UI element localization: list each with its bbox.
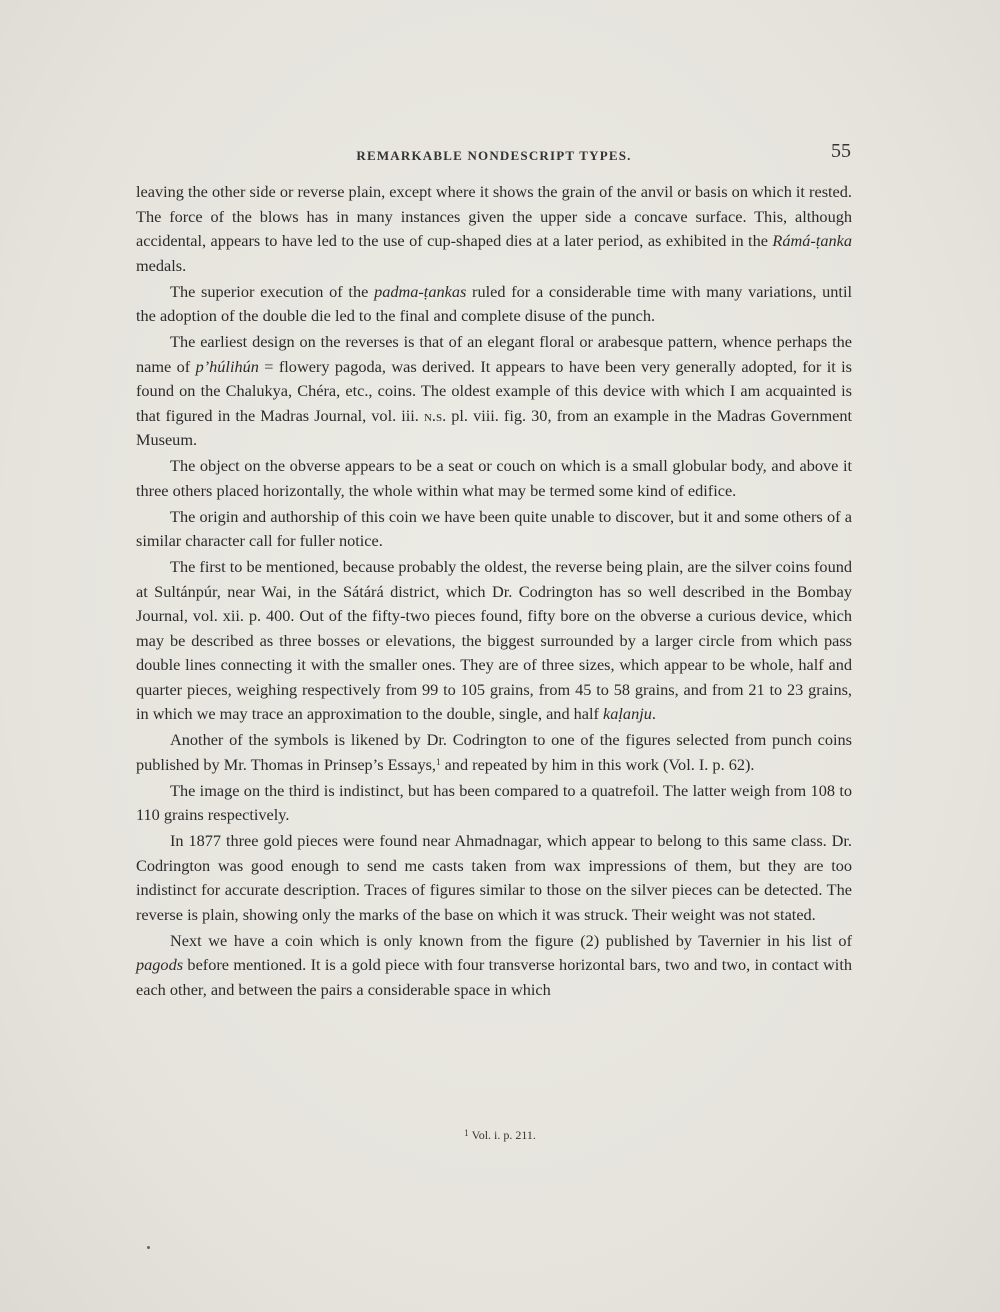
paragraph: [136, 728, 852, 777]
running-title: REMARKABLE NONDESCRIPT TYPES.: [356, 148, 632, 163]
italic-term: p’húlihún: [195, 356, 259, 376]
footnote-marker: 1: [464, 1128, 469, 1138]
ink-speck: [147, 1246, 150, 1249]
paragraph: [136, 829, 852, 927]
page-number: 55: [831, 140, 851, 162]
italic-term: Rámá-ṭanka: [772, 231, 852, 250]
footnote-text: Vol. i. p. 211.: [471, 1128, 536, 1142]
text-run: ruled for a considerable time with many variations, until the adoption of the double die led to the final and complete disuse of the punch.: [136, 281, 852, 325]
text-run: In 1877 three gold pieces were found near Ahmadnagar, which appear to belong to this same class. Dr. Codrington was good enough to send me casts taken from wax impressions of them, but they are too indistinct for accurate description. Traces of figures similar to those on the silver pieces can be detected. The reverse is plain, showing only the marks of the base on which it was struck. Their weight was not stated.: [136, 831, 852, 924]
paragraph: [136, 929, 852, 1003]
text-run: medals.: [136, 255, 187, 275]
text-run: Next we have a coin which is only known from the figure (2) published by Tavernier in his list of: [170, 930, 852, 950]
paragraph: [136, 555, 852, 727]
text-run: The origin and authorship of this coin we have been quite unable to discover, but it and some others of a similar character call for fuller notice.: [136, 506, 852, 550]
paragraph: [136, 280, 852, 329]
footnote-reference: 1: [436, 756, 441, 767]
text-run: and repeated by him in this work (Vol. I. p. 62).: [440, 754, 755, 774]
text-run: The first to be mentioned, because probably the oldest, the reverse being plain, are the silver coins found at Sultánpúr, near Wai, in the Sátárá district, which Dr. Codrington has so well described in the Bombay Journal, vol. xii. p. 400. Out of the fifty-two pieces found, fifty bore on the obverse a curious device, which may be described as three bosses or elevations, the biggest surrounded by a larger circle from which pass double lines connecting it with the smaller ones. They are of three sizes, which appear to be whole, half and quarter pieces, weighing respectively from 99 to 105 grains, from 45 to 58 grains, and from 21 to 23 grains, in which we may trace an approximation to the double, single, and half: [136, 557, 852, 723]
text-run: The earliest design on the reverses is that of an elegant floral or arabesque pattern, whence perhaps the name of: [136, 332, 852, 376]
footnote: [0, 1128, 1000, 1143]
paragraph: [136, 454, 852, 503]
text-run: The superior execution of the: [170, 281, 375, 301]
small-caps-abbrev: n.s.: [423, 405, 447, 425]
paragraph: [136, 779, 852, 828]
running-head: [135, 140, 853, 170]
paragraph: [136, 330, 852, 453]
paragraph: [136, 180, 852, 278]
text-run: Another of the symbols is likened by Dr. Codrington to one of the figures selected from punch coins published by Mr. Thomas in Prinsep’s Essays,: [136, 730, 852, 774]
text-run: The image on the third is indistinct, but has been compared to a quatrefoil. The latter weigh from 108 to 110 grains respectively.: [136, 780, 852, 824]
text-run: .: [651, 704, 656, 723]
text-run: before mentioned. It is a gold piece with four transverse horizontal bars, two and two, in contact with each other, and between the pairs a considerable space in which: [136, 955, 852, 999]
text-run: leaving the other side or reverse plain, except where it shows the grain of the anvil or basis on which it rested. The force of the blows has in many instances given the upper side a concave surface. This, although accidental, appears to have led to the use of cup-shaped dies at a later period, as exhibited in the: [136, 182, 852, 250]
text-run: The object on the obverse appears to be a seat or couch on which is a small globular body, and above it three others placed horizontally, the whole within what may be termed some kind of edifice.: [136, 456, 852, 500]
italic-term: pagods: [136, 955, 184, 974]
italic-term: padma-ṭankas: [374, 281, 467, 301]
paragraph: [136, 505, 852, 554]
italic-term: kaḷanju: [603, 704, 652, 723]
text-run: = flowery pagoda, was derived. It appears to have been very generally adopted, for it is found on the Chalukya, Chéra, etc., coins. The oldest example of this device with which I am acquainted is that figured in the Madras Journal, vol. iii.: [136, 356, 852, 425]
body-text: [136, 180, 852, 1002]
text-run: pl. viii. fig. 30, from an example in the Madras Government Museum.: [136, 405, 852, 449]
